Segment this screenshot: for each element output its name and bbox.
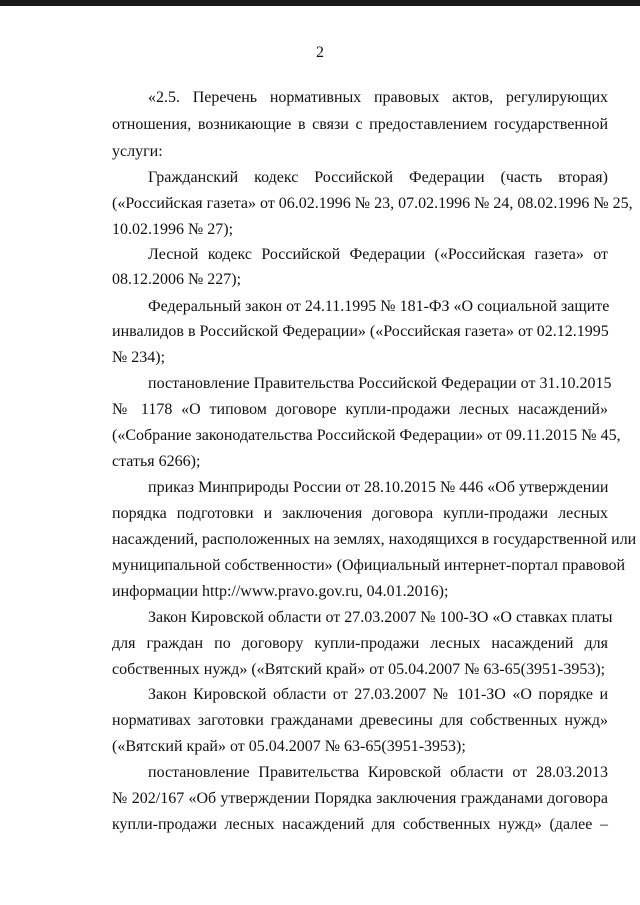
text-line: приказ Минприроды России от 28.10.2015 № 446 «Об утверждении (148, 479, 609, 496)
text-line: («Российская газета» от 06.02.1996 № 23, 07.02.1996 № 24, 08.02.1996 № 25, (112, 195, 633, 212)
text-line: 08.12.2006 № 227); (112, 271, 242, 288)
text-line: № 202/167 «Об утверждении Порядка заключения гражданами договора (112, 790, 608, 807)
text-line: («Вятский край» от 05.04.2007 № 63-65(3951-3953); (112, 738, 466, 755)
text-line: Гражданский кодекс Российской Федерации (часть вторая) (148, 169, 608, 186)
text-line: («Собрание законодательства Российской Федерации» от 09.11.2015 № 45, (112, 427, 621, 444)
text-line: инвалидов в Российской Федерации» («Российская газета» от 02.12.1995 (112, 323, 609, 340)
text-line: постановление Правительства Российской Федерации от 31.10.2015 (148, 375, 612, 392)
text-line: для граждан по договору купли-продажи лесных насаждений для (112, 635, 608, 652)
text-line: отношения, возникающие в связи с предоставлением государственной (112, 116, 608, 133)
text-line: порядка подготовки и заключения договора купли-продажи лесных (112, 505, 608, 522)
text-line: 10.02.1996 № 27); (112, 221, 234, 238)
text-line: муниципальной собственности» (Официальный интернет-портал правовой (112, 557, 626, 574)
text-line: Закон Кировской области от 27.03.2007 № 101-ЗО «О порядке и (148, 686, 608, 703)
page-number: 2 (316, 44, 324, 61)
text-line: информации http://www.pravo.gov.ru, 04.01.2016); (112, 583, 449, 600)
text-line: услуги: (112, 143, 163, 160)
text-line: Закон Кировской области от 27.03.2007 № 100-ЗО «О ставках платы (148, 609, 613, 626)
text-line: постановление Правительства Кировской области от 28.03.2013 (148, 764, 608, 781)
text-line: статья 6266); (112, 453, 201, 470)
text-line: нормативах заготовки гражданами древесины для собственных нужд» (112, 712, 608, 729)
text-line: № 1178 «О типовом договоре купли-продажи лесных насаждений» (112, 401, 608, 418)
text-line: собственных нужд» («Вятский край» от 05.04.2007 № 63-65(3951-3953); (112, 661, 606, 678)
text-line: купли-продажи лесных насаждений для собственных нужд» (далее – (112, 816, 608, 833)
text-line: Федеральный закон от 24.11.1995 № 181-ФЗ «О социальной защите (148, 298, 610, 315)
text-line: № 234); (112, 349, 166, 366)
text-line: «2.5. Перечень нормативных правовых актов, регулирующих (148, 89, 608, 106)
text-line: Лесной кодекс Российской Федерации («Российская газета» от (148, 246, 608, 263)
text-line: насаждений, расположенных на землях, находящихся в государственной или (112, 531, 637, 548)
